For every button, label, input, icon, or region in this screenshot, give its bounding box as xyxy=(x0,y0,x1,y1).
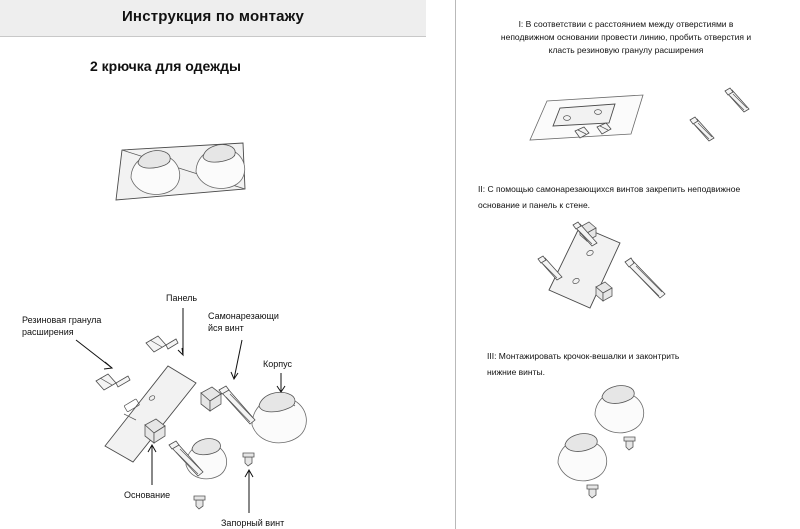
step-1-line3: класть резиновую гранулу расширения xyxy=(548,45,704,55)
self-tapping-screw-part xyxy=(219,386,255,424)
step-2-illustration xyxy=(538,222,665,308)
label-panel: Панель xyxy=(166,293,198,303)
step-3-line1: III: Монтажировать крочок-вешалки и законтрить xyxy=(487,351,680,361)
bottom-bolt-part xyxy=(243,453,254,466)
step-1-line1: I: В соответствии с расстоянием между отверстиями в xyxy=(518,19,734,29)
step-3-illustration xyxy=(558,386,644,498)
step1-screw-2 xyxy=(725,88,749,112)
label-locking-screw: Запорный винт xyxy=(221,518,285,528)
rubber-granule-part-2 xyxy=(96,374,130,390)
assembled-hook-illustration xyxy=(116,143,245,200)
label-rubber-granule-line1: Резиновая гранула xyxy=(22,315,102,325)
hook-body-part xyxy=(252,392,306,443)
knob-part xyxy=(201,387,221,411)
step-1-illustration xyxy=(530,88,749,141)
page-title: Инструкция по монтажу xyxy=(121,8,305,25)
bottom-bolt-part-2 xyxy=(194,496,205,509)
step2-screw-3 xyxy=(625,258,665,298)
step1-screw-1 xyxy=(690,117,714,141)
step-3-line2: нижние винты. xyxy=(487,367,545,377)
label-body: Корпус xyxy=(263,359,293,369)
step3-bolt-1 xyxy=(624,437,635,450)
exploded-view-illustration xyxy=(76,308,306,513)
step-2-line1: II: С помощью самонарезающихся винтов закрепить неподвижное xyxy=(478,184,741,194)
step2-screw-2 xyxy=(538,256,562,280)
step3-hook-bottom xyxy=(558,434,607,481)
step-2-line2: основание и панель к стене. xyxy=(478,200,591,210)
page-subtitle: 2 крючка для одежды xyxy=(90,58,241,74)
rubber-granule-part xyxy=(146,336,178,352)
label-rubber-granule-line2: расширения xyxy=(22,327,74,337)
label-self-tapping-screw-line1: Самонарезающи xyxy=(208,311,279,321)
label-self-tapping-screw-line2: йся винт xyxy=(208,323,244,333)
step3-bolt-2 xyxy=(587,485,598,498)
step-1-line2: неподвижном основании провести линию, пробить отверстия и xyxy=(500,32,752,42)
hook-second-part xyxy=(186,439,227,479)
label-base: Основание xyxy=(124,490,171,500)
step3-hook-top xyxy=(595,386,644,433)
